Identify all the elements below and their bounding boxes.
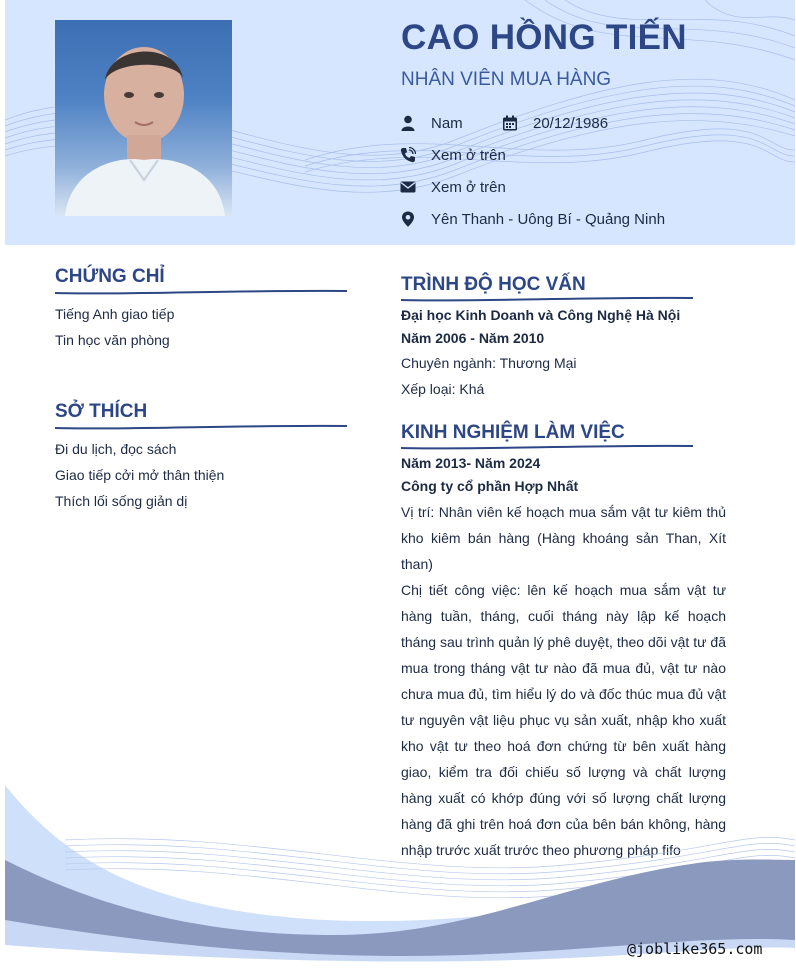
envelope-icon — [400, 179, 416, 195]
education-title: TRÌNH ĐỘ HỌC VẤN — [401, 274, 586, 295]
education-major: Chuyên ngành: Thương Mại — [401, 355, 577, 371]
experience-underline — [401, 443, 696, 451]
hobby-item: Đi du lịch, đọc sách — [55, 441, 177, 457]
phone-icon — [400, 147, 416, 163]
calendar-icon — [502, 115, 518, 131]
phone-value: Xem ở trên — [431, 147, 506, 164]
experience-company: Công ty cổ phần Hợp Nhất — [401, 478, 579, 494]
cv-page — [5, 0, 795, 968]
candidate-name: CAO HỒNG TIẾN — [401, 18, 687, 57]
job-title: NHÂN VIÊN MUA HÀNG — [401, 69, 612, 90]
hobby-item: Giao tiếp cởi mở thân thiện — [55, 467, 225, 483]
experience-title: KINH NGHIỆM LÀM VIỆC — [401, 422, 625, 443]
education-period: Năm 2006 - Năm 2010 — [401, 330, 545, 346]
experience-details: Chị tiết công việc: lên kế hoạch mua sắm vật tư hàng tuần, tháng, cuối tháng này lập kế hoạch tháng sau trình quản lý phê duyệt, theo dõi vật tư đã mua trong tháng vật tư nào đã mua đủ, vật tư nào chưa mua đủ, tìm hiểu lý do và đốc thúc mua đủ vật tư nguyên vật liệu phục vụ sản xuất, nhập kho xuất kho vật tư theo hoá đơn chứng từ bên xuất hàng giao, kiểm tra đối chiếu số lượng và chất lượng hàng xuất có khớp đúng với số lượng chất lượng hàng đã ghi trên hoá đơn của bên bán không, hàng nhập trước xuất trước theo phương pháp fifo — [401, 582, 726, 858]
footer-wave-decoration — [5, 770, 795, 968]
dob-value: 20/12/1986 — [533, 115, 609, 132]
hobbies-title: SỞ THÍCH — [55, 401, 148, 422]
certificates-title: CHỨNG CHỈ — [55, 266, 165, 287]
hobbies-underline — [55, 423, 350, 431]
experience-position: Vị trí: Nhân viên kế hoạch mua sắm vật tư kiêm thủ kho kiêm bán hàng (Hàng khoáng sản Than, Xít than) — [401, 504, 726, 572]
profile-photo — [55, 20, 232, 216]
certificate-item: Tin học văn phòng — [55, 332, 170, 348]
certificate-item: Tiếng Anh giao tiếp — [55, 306, 175, 322]
email-value: Xem ở trên — [431, 179, 506, 196]
website-watermark: @joblike365.com — [627, 940, 763, 958]
address-value: Yên Thanh - Uông Bí - Quảng Ninh — [431, 211, 666, 228]
education-grade: Xếp loại: Khá — [401, 381, 485, 397]
education-underline — [401, 295, 696, 303]
user-icon — [400, 115, 416, 131]
certificates-underline — [55, 288, 350, 296]
map-pin-icon — [400, 211, 416, 227]
hobby-item: Thích lối sống giản dị — [55, 493, 188, 509]
gender-value: Nam — [431, 115, 463, 132]
education-school: Đại học Kinh Doanh và Công Nghệ Hà Nội — [401, 307, 681, 323]
experience-period: Năm 2013- Năm 2024 — [401, 455, 541, 471]
header-banner — [5, 0, 795, 245]
